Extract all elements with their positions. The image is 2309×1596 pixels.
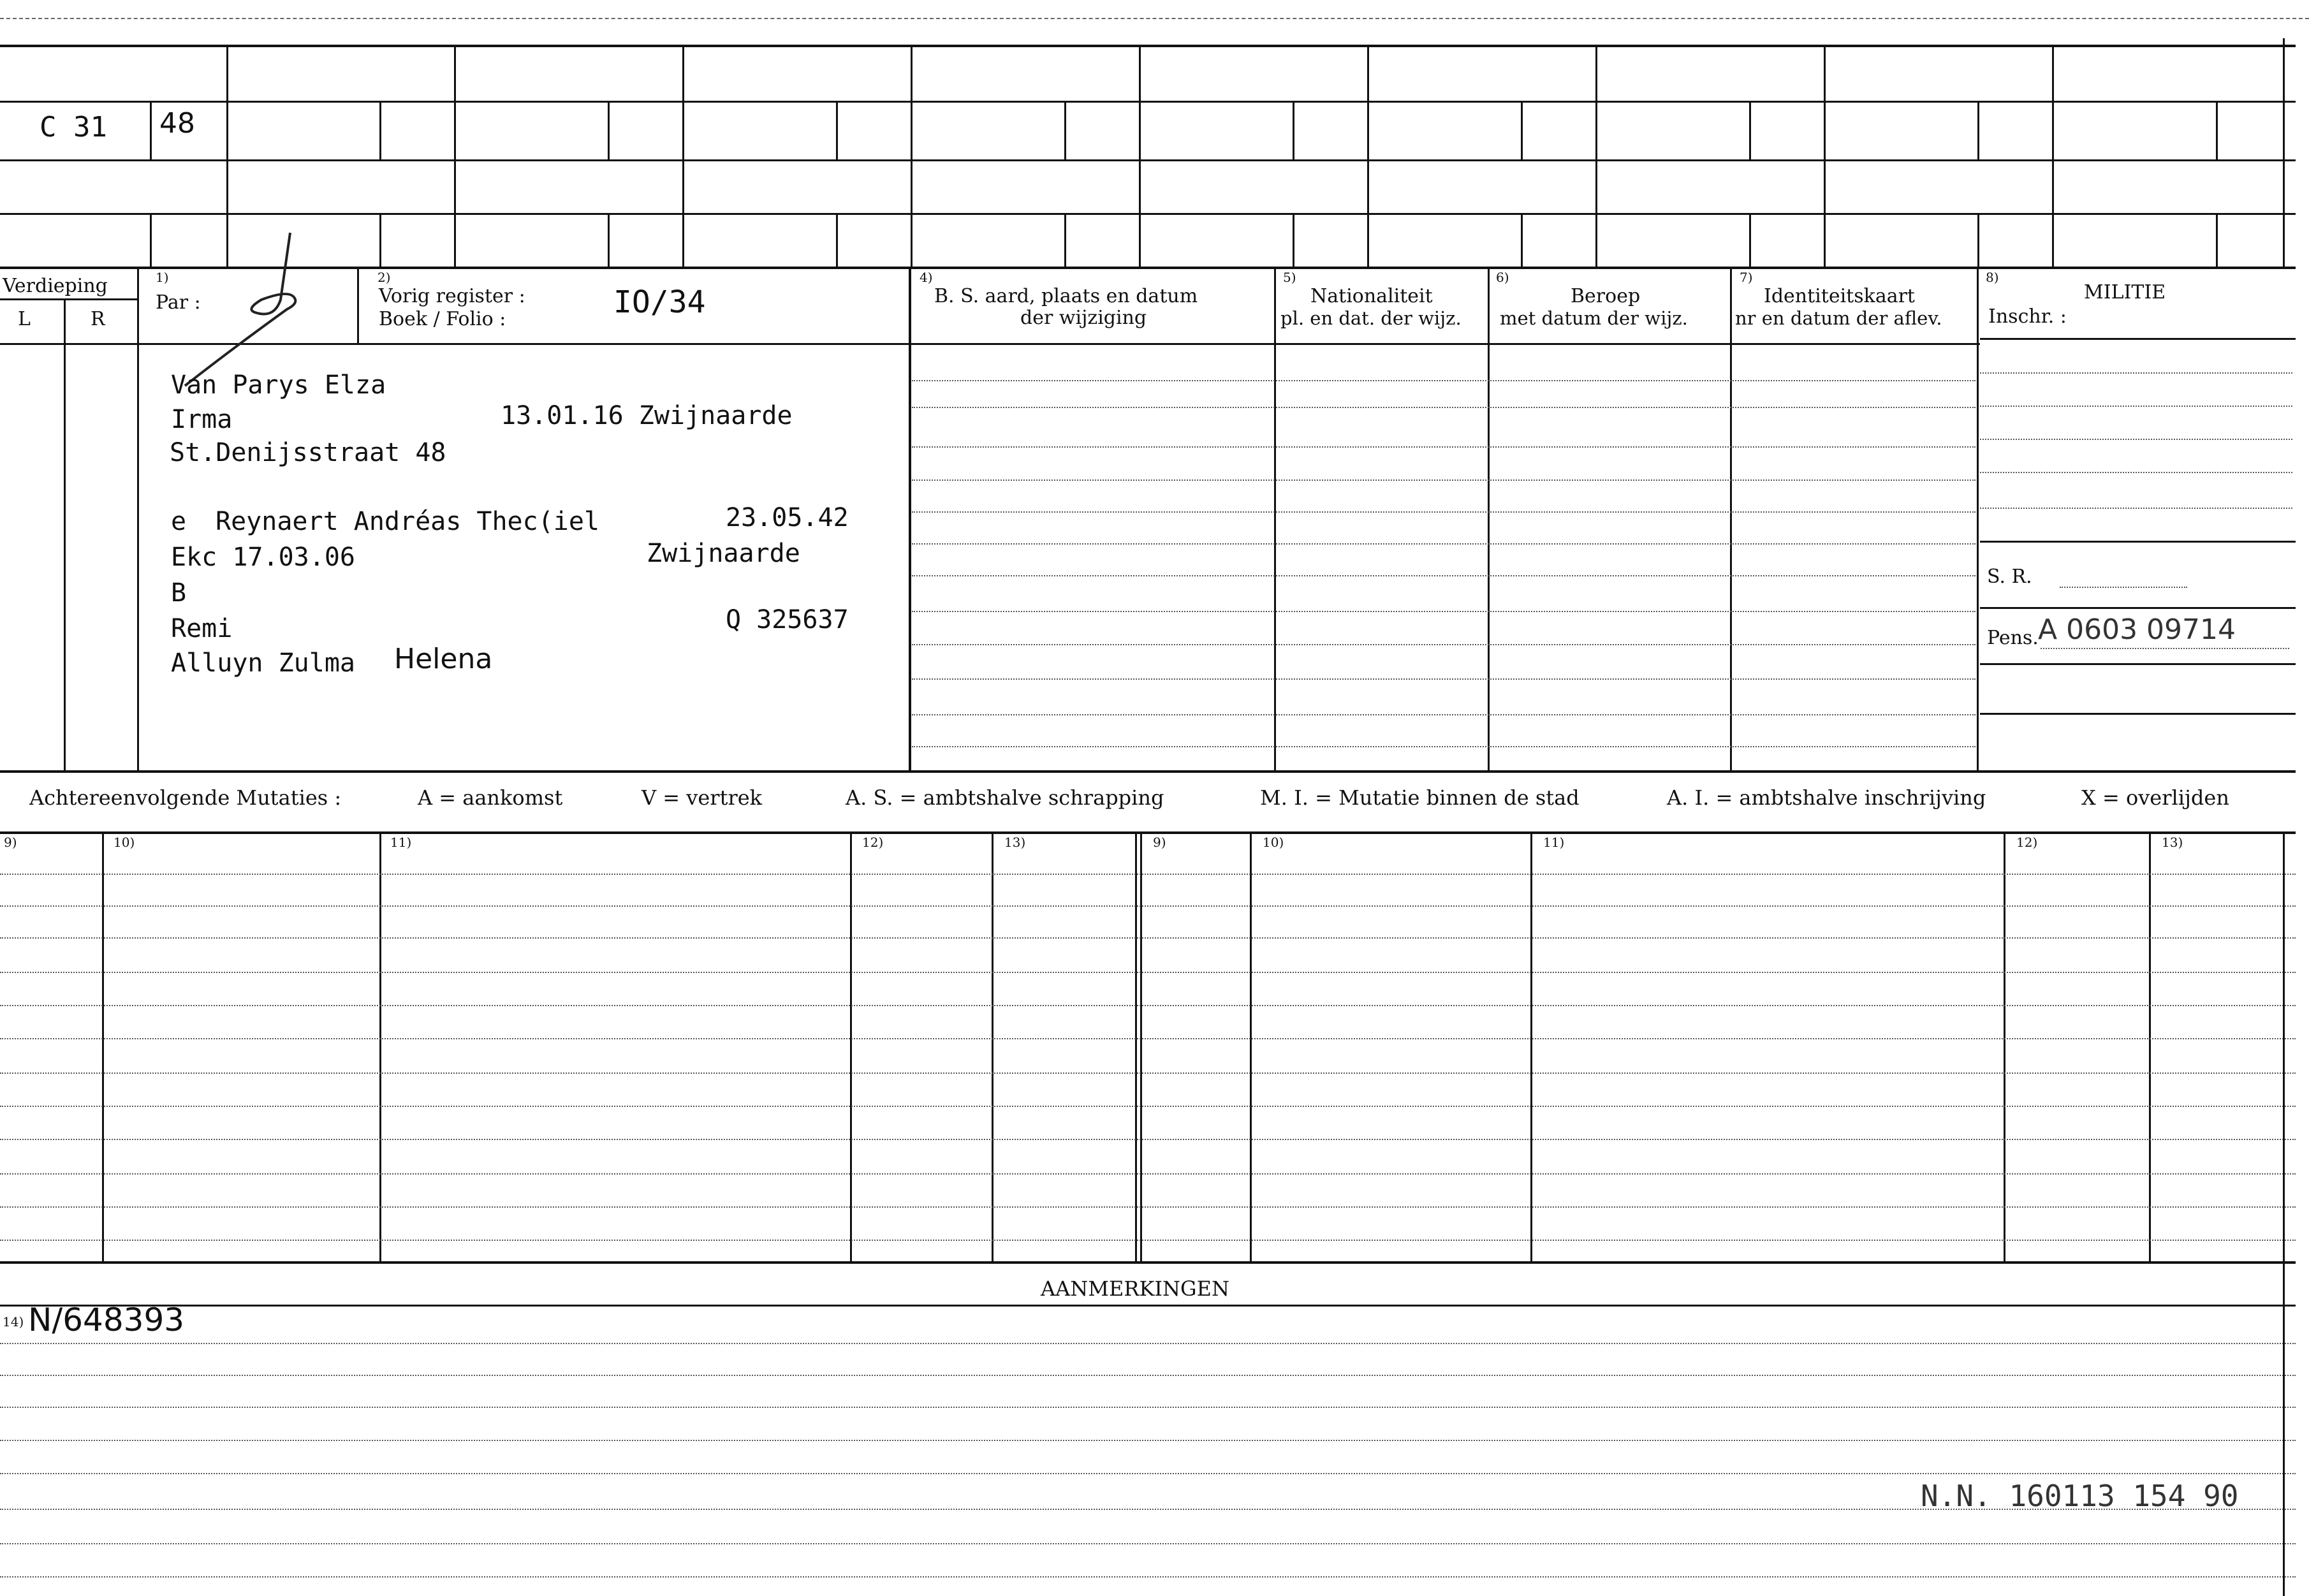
father-name: Remi [171, 614, 233, 643]
spouse-prefix: e [171, 507, 187, 536]
person-birth: 13.01.16 Zwijnaarde [501, 401, 793, 430]
pens-label: Pens. [1987, 627, 2039, 649]
vorig-register-label: Vorig register : [379, 285, 525, 307]
pens-value: A 0603 09714 [2038, 613, 2236, 646]
legend-a: A = aankomst [418, 786, 563, 810]
registry-card: C 31 48 Verdieping L R 1) Par : 2) Vorig register : Boek / Folio : IO/34 4) B. S. aard, plaats en datum der wijziging 5) Nationaliteit pl. en dat. der wijz. 6) Beroep met datum der wijz. 7) Identiteitskaart nr en datum der aflev. 8) MILITIE Inschr. : S. R. Pens. A 0603 09714 Van Parys Elza Irma 13.01.16 Zwijnaarde St.Denijsstraat 48 e Reynaert Andréas Thec(iel 23.05.42 Ekc 17.03.06 Zwijnaarde B Remi Q 325637 Alluyn Zulma Helena Achtereenvolgende Mutaties : A = aankomst V = vertrek A. S. = ambtshalve schrapping M. I. = Mutatie binnen de stad A. I. = ambtshalve inschrijving X = overlijden 9) 10) 11) 12) 13) 9) 10) 11) 12) 13) AANMERKINGEN 14) N/648393 N.N. 160113 154 90 [0, 0, 2309, 1596]
nationaliteit-sub: pl. en dat. der wijz. [1280, 307, 1462, 329]
vorig-register-value: IO/34 [613, 284, 706, 320]
national-number: N.N. 160113 154 90 [1921, 1479, 2239, 1513]
spouse-place: Zwijnaarde [647, 539, 800, 568]
identiteitskaart-sub: nr en datum der aflev. [1735, 307, 1942, 329]
beroep-sub: met datum der wijz. [1500, 307, 1688, 329]
verdieping-l-label: L [18, 308, 31, 330]
aanmerkingen-title: AANMERKINGEN [1041, 1277, 1229, 1301]
legend-v: V = vertrek [641, 786, 763, 810]
person-name: Van Parys Elza [171, 370, 386, 400]
legend-mi: M. I. = Mutatie binnen de stad [1260, 786, 1580, 810]
top-edge [0, 18, 2309, 19]
person-address: St.Denijsstraat 48 [170, 438, 446, 467]
sr-label: S. R. [1987, 566, 2032, 588]
identiteitskaart-label: Identiteitskaart [1764, 285, 1915, 307]
mutaties-title: Achtereenvolgende Mutaties : [29, 786, 342, 810]
militie-label: MILITIE [2084, 281, 2166, 304]
bs-label-2: der wijziging [1020, 307, 1147, 329]
inschr-label: Inschr. : [1988, 305, 2067, 328]
legend-x: X = overlijden [2081, 786, 2229, 810]
legend-as: A. S. = ambtshalve schrapping [846, 786, 1164, 810]
beroep-label: Beroep [1571, 285, 1641, 307]
verdieping-r-label: R [91, 308, 105, 330]
spouse-birth: Ekc 17.03.06 [171, 543, 355, 572]
person-first-name: Irma [171, 405, 233, 434]
header-code: C 31 [40, 111, 107, 143]
header-number: 48 [159, 107, 195, 140]
spouse-date: 23.05.42 [726, 503, 849, 532]
marker: B [171, 578, 187, 608]
mother-extra: Helena [394, 643, 493, 675]
nationaliteit-label: Nationaliteit [1310, 285, 1433, 307]
spouse-name: Reynaert Andréas Thec(iel [216, 507, 600, 536]
mother-name: Alluyn Zulma [171, 648, 355, 678]
par-label: Par : [156, 291, 201, 314]
boek-folio-label: Boek / Folio : [379, 308, 506, 330]
bs-label-1: B. S. aard, plaats en datum [934, 285, 1198, 307]
aanmerkingen-value: N/648393 [28, 1301, 185, 1338]
legend-ai: A. I. = ambtshalve inschrijving [1667, 786, 1986, 810]
verdieping-label: Verdieping [3, 275, 108, 297]
card-number: Q 325637 [726, 605, 849, 634]
